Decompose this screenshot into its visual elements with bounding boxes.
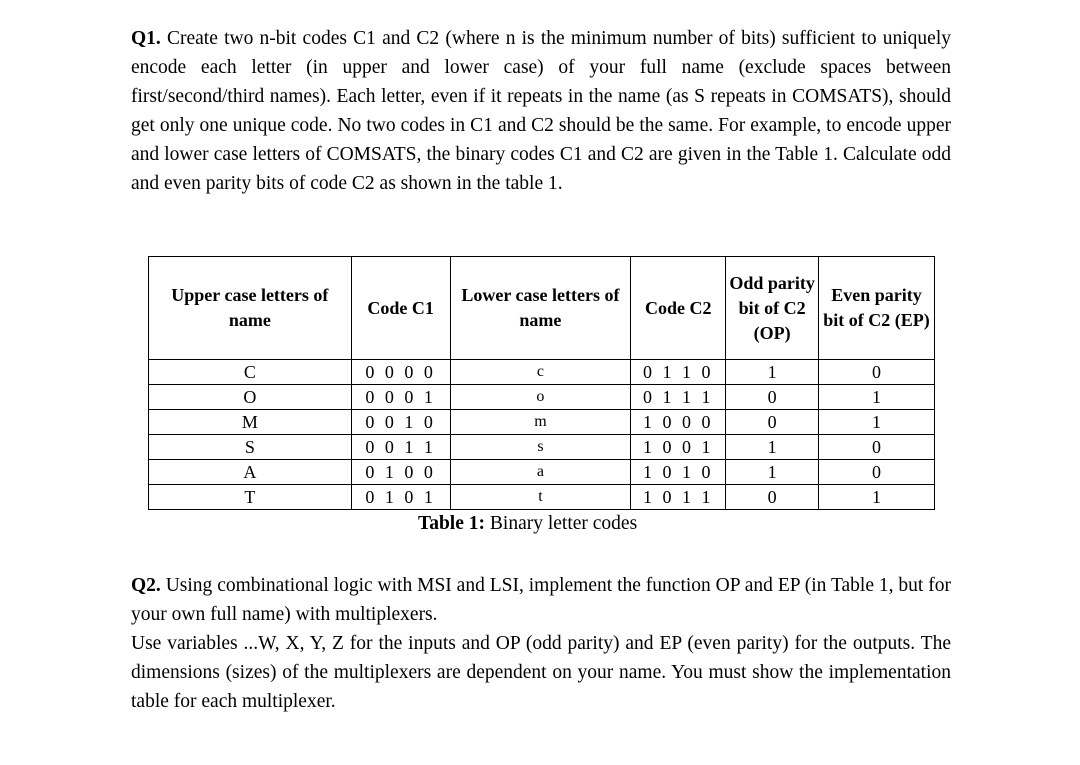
cell-lower: o — [450, 385, 631, 410]
header-code-c2: Code C2 — [631, 257, 726, 360]
question-2 — [131, 571, 951, 716]
cell-lower: m — [450, 410, 631, 435]
cell-lower: a — [450, 460, 631, 485]
header-code-c1: Code C1 — [351, 257, 450, 360]
cell-c2: 0 1 1 1 — [631, 385, 726, 410]
table-row — [149, 410, 935, 435]
cell-c2: 1 0 1 0 — [631, 460, 726, 485]
header-upper-case: Upper case letters of name — [149, 257, 352, 360]
cell-ep: 1 — [819, 385, 935, 410]
cell-upper: A — [149, 460, 352, 485]
cell-upper: T — [149, 485, 352, 510]
binary-codes-table — [148, 256, 935, 510]
cell-op: 0 — [726, 385, 819, 410]
question-2-text: Using combinational logic with MSI and LSI, implement the function OP and EP (in Table 1, but for your own full name) with multiplexers. — [131, 575, 951, 625]
cell-upper: M — [149, 410, 352, 435]
table-caption-label: Table 1: — [418, 513, 486, 534]
cell-upper: S — [149, 435, 352, 460]
cell-c1: 0 1 0 0 — [351, 460, 450, 485]
cell-lower: s — [450, 435, 631, 460]
cell-ep: 0 — [819, 460, 935, 485]
cell-op: 1 — [726, 460, 819, 485]
table-header-row — [149, 257, 935, 360]
cell-c1: 0 0 0 0 — [351, 360, 450, 385]
cell-ep: 1 — [819, 410, 935, 435]
cell-op: 0 — [726, 410, 819, 435]
cell-upper: O — [149, 385, 352, 410]
cell-c1: 0 0 1 1 — [351, 435, 450, 460]
cell-upper: C — [149, 360, 352, 385]
table-row — [149, 385, 935, 410]
cell-c2: 0 1 1 0 — [631, 360, 726, 385]
question-2-text-continued: Use variables ...W, X, Y, Z for the inputs and OP (odd parity) and EP (even parity) for the outputs. The dimensions (sizes) of the multiplexers are dependent on your name. You must show the implementation table for each multiplexer. — [131, 633, 951, 712]
cell-op: 0 — [726, 485, 819, 510]
cell-lower: c — [450, 360, 631, 385]
cell-op: 1 — [726, 360, 819, 385]
question-2-label: Q2. — [131, 575, 161, 596]
cell-c2: 1 0 1 1 — [631, 485, 726, 510]
cell-ep: 1 — [819, 485, 935, 510]
cell-c1: 0 1 0 1 — [351, 485, 450, 510]
question-1-label: Q1. — [131, 28, 161, 49]
cell-op: 1 — [726, 435, 819, 460]
header-odd-parity: Odd parity bit of C2 (OP) — [726, 257, 819, 360]
table-caption — [418, 513, 637, 535]
table-caption-text: Binary letter codes — [489, 513, 638, 534]
table-row — [149, 360, 935, 385]
table-row — [149, 460, 935, 485]
cell-c1: 0 0 0 1 — [351, 385, 450, 410]
header-even-parity: Even parity bit of C2 (EP) — [819, 257, 935, 360]
cell-ep: 0 — [819, 360, 935, 385]
cell-c1: 0 0 1 0 — [351, 410, 450, 435]
cell-c2: 1 0 0 0 — [631, 410, 726, 435]
header-lower-case: Lower case letters of name — [450, 257, 631, 360]
question-1 — [131, 24, 951, 198]
table-row — [149, 485, 935, 510]
table-row — [149, 435, 935, 460]
cell-ep: 0 — [819, 435, 935, 460]
cell-lower: t — [450, 485, 631, 510]
cell-c2: 1 0 0 1 — [631, 435, 726, 460]
question-1-text: Create two n-bit codes C1 and C2 (where n is the minimum number of bits) sufficient to uniquely encode each letter (in upper and lower case) of your full name (exclude spaces between first/second/third names). Each letter, even if it repeats in the name (as S repeats in COMSATS), should get only one unique code. No two codes in C1 and C2 should be the same. For example, to encode upper and lower case letters of COMSATS, the binary codes C1 and C2 are given in the Table 1. Calculate odd and even parity bits of code C2 as shown in the table 1. — [131, 28, 952, 194]
